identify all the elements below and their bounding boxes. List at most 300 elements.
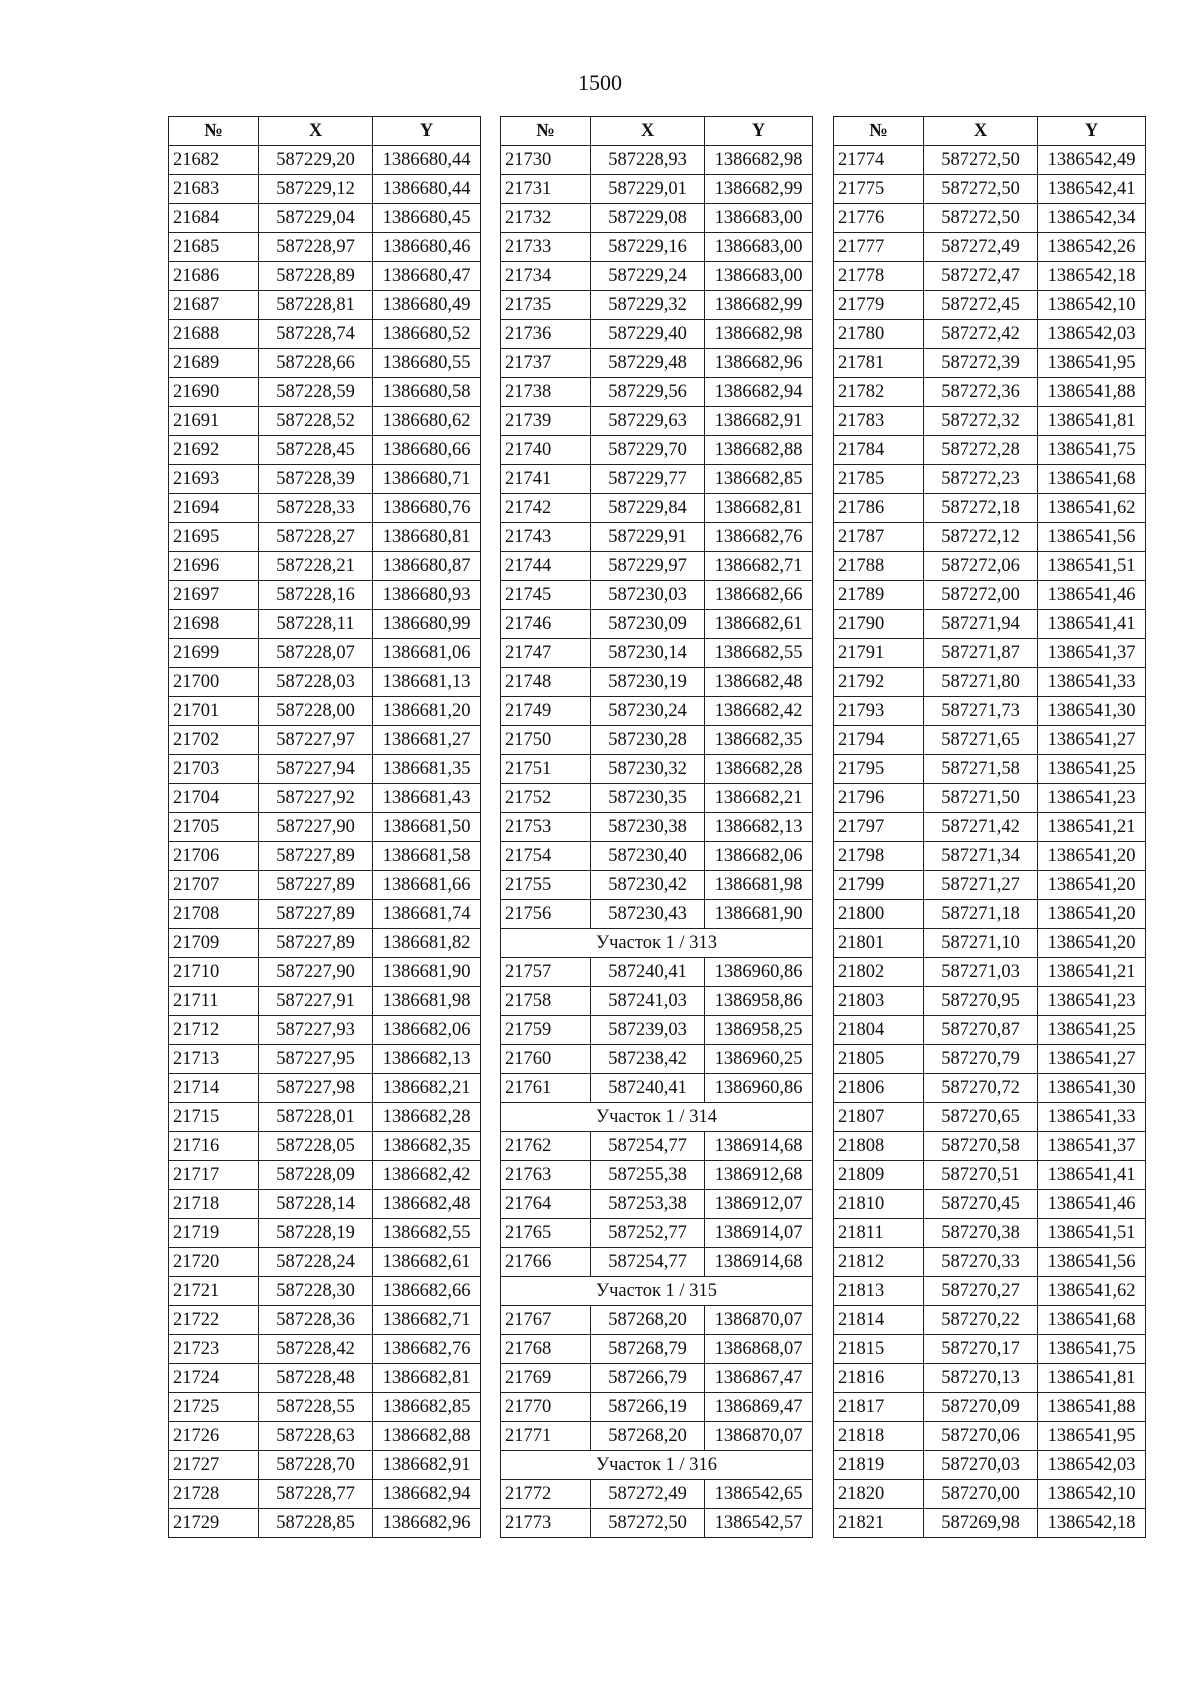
y-coordinate: 1386868,07 bbox=[705, 1335, 813, 1364]
x-coordinate: 587227,89 bbox=[259, 900, 373, 929]
y-coordinate: 1386541,88 bbox=[1038, 378, 1146, 407]
y-coordinate: 1386682,06 bbox=[705, 842, 813, 871]
x-coordinate: 587271,87 bbox=[924, 639, 1038, 668]
y-coordinate: 1386680,81 bbox=[373, 523, 481, 552]
x-coordinate: 587272,36 bbox=[924, 378, 1038, 407]
table-row bbox=[501, 494, 813, 523]
y-coordinate: 1386682,48 bbox=[705, 668, 813, 697]
y-coordinate: 1386541,62 bbox=[1038, 1277, 1146, 1306]
point-number: 21793 bbox=[834, 697, 924, 726]
table-row bbox=[501, 1306, 813, 1335]
point-number: 21719 bbox=[169, 1219, 259, 1248]
header-num: № bbox=[501, 117, 591, 146]
x-coordinate: 587230,42 bbox=[591, 871, 705, 900]
y-coordinate: 1386682,81 bbox=[705, 494, 813, 523]
point-number: 21764 bbox=[501, 1190, 591, 1219]
y-coordinate: 1386682,99 bbox=[705, 291, 813, 320]
point-number: 21769 bbox=[501, 1364, 591, 1393]
table-row bbox=[501, 842, 813, 871]
y-coordinate: 1386958,86 bbox=[705, 987, 813, 1016]
point-number: 21761 bbox=[501, 1074, 591, 1103]
section-title: Участок 1 / 313 bbox=[501, 929, 813, 958]
y-coordinate: 1386541,20 bbox=[1038, 871, 1146, 900]
x-coordinate: 587227,95 bbox=[259, 1045, 373, 1074]
table-row bbox=[834, 726, 1146, 755]
point-number: 21744 bbox=[501, 552, 591, 581]
x-coordinate: 587272,49 bbox=[924, 233, 1038, 262]
coordinates-table-1 bbox=[168, 116, 481, 1538]
x-coordinate: 587272,00 bbox=[924, 581, 1038, 610]
x-coordinate: 587227,92 bbox=[259, 784, 373, 813]
point-number: 21704 bbox=[169, 784, 259, 813]
point-number: 21715 bbox=[169, 1103, 259, 1132]
header-row bbox=[501, 117, 813, 146]
y-coordinate: 1386681,27 bbox=[373, 726, 481, 755]
y-coordinate: 1386682,35 bbox=[373, 1132, 481, 1161]
x-coordinate: 587268,79 bbox=[591, 1335, 705, 1364]
x-coordinate: 587272,32 bbox=[924, 407, 1038, 436]
y-coordinate: 1386680,44 bbox=[373, 146, 481, 175]
point-number: 21805 bbox=[834, 1045, 924, 1074]
table-row bbox=[169, 1422, 481, 1451]
point-number: 21776 bbox=[834, 204, 924, 233]
x-coordinate: 587268,20 bbox=[591, 1422, 705, 1451]
table-row bbox=[169, 958, 481, 987]
header-x: X bbox=[591, 117, 705, 146]
x-coordinate: 587238,42 bbox=[591, 1045, 705, 1074]
table-row bbox=[169, 1306, 481, 1335]
point-number: 21762 bbox=[501, 1132, 591, 1161]
table-row bbox=[501, 465, 813, 494]
y-coordinate: 1386681,98 bbox=[373, 987, 481, 1016]
x-coordinate: 587229,01 bbox=[591, 175, 705, 204]
x-coordinate: 587240,41 bbox=[591, 1074, 705, 1103]
y-coordinate: 1386542,41 bbox=[1038, 175, 1146, 204]
y-coordinate: 1386682,42 bbox=[373, 1161, 481, 1190]
point-number: 21683 bbox=[169, 175, 259, 204]
point-number: 21741 bbox=[501, 465, 591, 494]
table-row bbox=[834, 523, 1146, 552]
x-coordinate: 587240,41 bbox=[591, 958, 705, 987]
point-number: 21778 bbox=[834, 262, 924, 291]
x-coordinate: 587271,50 bbox=[924, 784, 1038, 813]
coordinates-table-3 bbox=[833, 116, 1146, 1538]
x-coordinate: 587270,27 bbox=[924, 1277, 1038, 1306]
x-coordinate: 587271,03 bbox=[924, 958, 1038, 987]
y-coordinate: 1386680,44 bbox=[373, 175, 481, 204]
point-number: 21689 bbox=[169, 349, 259, 378]
y-coordinate: 1386681,98 bbox=[705, 871, 813, 900]
table-row bbox=[834, 1190, 1146, 1219]
point-number: 21742 bbox=[501, 494, 591, 523]
point-number: 21726 bbox=[169, 1422, 259, 1451]
y-coordinate: 1386682,21 bbox=[373, 1074, 481, 1103]
x-coordinate: 587229,56 bbox=[591, 378, 705, 407]
table-row bbox=[501, 378, 813, 407]
table-row bbox=[169, 1248, 481, 1277]
x-coordinate: 587228,00 bbox=[259, 697, 373, 726]
point-number: 21779 bbox=[834, 291, 924, 320]
point-number: 21758 bbox=[501, 987, 591, 1016]
table-row bbox=[834, 871, 1146, 900]
y-coordinate: 1386541,25 bbox=[1038, 755, 1146, 784]
table-row bbox=[834, 929, 1146, 958]
point-number: 21771 bbox=[501, 1422, 591, 1451]
y-coordinate: 1386682,88 bbox=[373, 1422, 481, 1451]
table-row bbox=[169, 1161, 481, 1190]
x-coordinate: 587271,80 bbox=[924, 668, 1038, 697]
point-number: 21743 bbox=[501, 523, 591, 552]
table-row bbox=[834, 1480, 1146, 1509]
table-row bbox=[169, 1509, 481, 1538]
table-row bbox=[501, 1480, 813, 1509]
point-number: 21737 bbox=[501, 349, 591, 378]
table-row bbox=[169, 378, 481, 407]
table-row bbox=[169, 842, 481, 871]
table-row bbox=[834, 610, 1146, 639]
table-row bbox=[834, 1161, 1146, 1190]
point-number: 21703 bbox=[169, 755, 259, 784]
y-coordinate: 1386541,21 bbox=[1038, 958, 1146, 987]
x-coordinate: 587228,85 bbox=[259, 1509, 373, 1538]
point-number: 21687 bbox=[169, 291, 259, 320]
y-coordinate: 1386681,82 bbox=[373, 929, 481, 958]
section-title: Участок 1 / 314 bbox=[501, 1103, 813, 1132]
x-coordinate: 587229,32 bbox=[591, 291, 705, 320]
table-row bbox=[501, 581, 813, 610]
point-number: 21767 bbox=[501, 1306, 591, 1335]
x-coordinate: 587272,50 bbox=[924, 146, 1038, 175]
point-number: 21801 bbox=[834, 929, 924, 958]
y-coordinate: 1386682,85 bbox=[705, 465, 813, 494]
point-number: 21706 bbox=[169, 842, 259, 871]
table-row bbox=[834, 900, 1146, 929]
table-row bbox=[169, 929, 481, 958]
page-number: 1500 bbox=[578, 70, 622, 95]
x-coordinate: 587228,01 bbox=[259, 1103, 373, 1132]
table-row bbox=[169, 1219, 481, 1248]
point-number: 21709 bbox=[169, 929, 259, 958]
table-row bbox=[834, 1306, 1146, 1335]
point-number: 21813 bbox=[834, 1277, 924, 1306]
table-row bbox=[834, 784, 1146, 813]
point-number: 21800 bbox=[834, 900, 924, 929]
y-coordinate: 1386542,26 bbox=[1038, 233, 1146, 262]
point-number: 21682 bbox=[169, 146, 259, 175]
x-coordinate: 587272,42 bbox=[924, 320, 1038, 349]
y-coordinate: 1386541,68 bbox=[1038, 1306, 1146, 1335]
x-coordinate: 587229,70 bbox=[591, 436, 705, 465]
x-coordinate: 587228,59 bbox=[259, 378, 373, 407]
y-coordinate: 1386682,98 bbox=[705, 320, 813, 349]
y-coordinate: 1386680,52 bbox=[373, 320, 481, 349]
x-coordinate: 587268,20 bbox=[591, 1306, 705, 1335]
table-row bbox=[501, 1190, 813, 1219]
y-coordinate: 1386681,06 bbox=[373, 639, 481, 668]
point-number: 21728 bbox=[169, 1480, 259, 1509]
point-number: 21730 bbox=[501, 146, 591, 175]
point-number: 21690 bbox=[169, 378, 259, 407]
x-coordinate: 587230,35 bbox=[591, 784, 705, 813]
y-coordinate: 1386682,21 bbox=[705, 784, 813, 813]
y-coordinate: 1386541,30 bbox=[1038, 1074, 1146, 1103]
table-row bbox=[169, 320, 481, 349]
y-coordinate: 1386541,25 bbox=[1038, 1016, 1146, 1045]
point-number: 21792 bbox=[834, 668, 924, 697]
y-coordinate: 1386682,71 bbox=[373, 1306, 481, 1335]
point-number: 21713 bbox=[169, 1045, 259, 1074]
point-number: 21819 bbox=[834, 1451, 924, 1480]
y-coordinate: 1386680,71 bbox=[373, 465, 481, 494]
table-row bbox=[169, 552, 481, 581]
table-row bbox=[501, 436, 813, 465]
table-row bbox=[501, 349, 813, 378]
point-number: 21788 bbox=[834, 552, 924, 581]
y-coordinate: 1386867,47 bbox=[705, 1364, 813, 1393]
table-row bbox=[834, 813, 1146, 842]
point-number: 21694 bbox=[169, 494, 259, 523]
x-coordinate: 587227,98 bbox=[259, 1074, 373, 1103]
y-coordinate: 1386682,91 bbox=[705, 407, 813, 436]
point-number: 21712 bbox=[169, 1016, 259, 1045]
x-coordinate: 587270,45 bbox=[924, 1190, 1038, 1219]
y-coordinate: 1386912,07 bbox=[705, 1190, 813, 1219]
y-coordinate: 1386680,62 bbox=[373, 407, 481, 436]
point-number: 21816 bbox=[834, 1364, 924, 1393]
y-coordinate: 1386683,00 bbox=[705, 262, 813, 291]
table-row bbox=[501, 291, 813, 320]
x-coordinate: 587228,05 bbox=[259, 1132, 373, 1161]
x-coordinate: 587230,24 bbox=[591, 697, 705, 726]
x-coordinate: 587228,45 bbox=[259, 436, 373, 465]
x-coordinate: 587254,77 bbox=[591, 1132, 705, 1161]
header-row bbox=[169, 117, 481, 146]
point-number: 21718 bbox=[169, 1190, 259, 1219]
y-coordinate: 1386680,66 bbox=[373, 436, 481, 465]
table-row bbox=[169, 291, 481, 320]
table-row bbox=[501, 668, 813, 697]
y-coordinate: 1386542,49 bbox=[1038, 146, 1146, 175]
point-number: 21770 bbox=[501, 1393, 591, 1422]
x-coordinate: 587228,52 bbox=[259, 407, 373, 436]
point-number: 21717 bbox=[169, 1161, 259, 1190]
table-row bbox=[834, 146, 1146, 175]
x-coordinate: 587229,63 bbox=[591, 407, 705, 436]
point-number: 21693 bbox=[169, 465, 259, 494]
y-coordinate: 1386681,43 bbox=[373, 784, 481, 813]
point-number: 21766 bbox=[501, 1248, 591, 1277]
table-row bbox=[834, 1016, 1146, 1045]
point-number: 21746 bbox=[501, 610, 591, 639]
x-coordinate: 587228,07 bbox=[259, 639, 373, 668]
point-number: 21721 bbox=[169, 1277, 259, 1306]
y-coordinate: 1386682,81 bbox=[373, 1364, 481, 1393]
x-coordinate: 587228,14 bbox=[259, 1190, 373, 1219]
table-row bbox=[169, 175, 481, 204]
y-coordinate: 1386541,95 bbox=[1038, 1422, 1146, 1451]
table-row bbox=[169, 523, 481, 552]
y-coordinate: 1386681,66 bbox=[373, 871, 481, 900]
table-row bbox=[834, 1509, 1146, 1538]
point-number: 21821 bbox=[834, 1509, 924, 1538]
point-number: 21789 bbox=[834, 581, 924, 610]
y-coordinate: 1386681,20 bbox=[373, 697, 481, 726]
point-number: 21753 bbox=[501, 813, 591, 842]
y-coordinate: 1386542,57 bbox=[705, 1509, 813, 1538]
point-number: 21795 bbox=[834, 755, 924, 784]
x-coordinate: 587228,74 bbox=[259, 320, 373, 349]
x-coordinate: 587270,00 bbox=[924, 1480, 1038, 1509]
point-number: 21735 bbox=[501, 291, 591, 320]
section-title: Участок 1 / 315 bbox=[501, 1277, 813, 1306]
point-number: 21740 bbox=[501, 436, 591, 465]
point-number: 21765 bbox=[501, 1219, 591, 1248]
point-number: 21783 bbox=[834, 407, 924, 436]
point-number: 21811 bbox=[834, 1219, 924, 1248]
point-number: 21804 bbox=[834, 1016, 924, 1045]
point-number: 21763 bbox=[501, 1161, 591, 1190]
table-row bbox=[169, 1103, 481, 1132]
table-row bbox=[501, 1364, 813, 1393]
table-row bbox=[501, 639, 813, 668]
y-coordinate: 1386682,35 bbox=[705, 726, 813, 755]
y-coordinate: 1386914,68 bbox=[705, 1248, 813, 1277]
y-coordinate: 1386541,95 bbox=[1038, 349, 1146, 378]
point-number: 21723 bbox=[169, 1335, 259, 1364]
x-coordinate: 587272,50 bbox=[591, 1509, 705, 1538]
y-coordinate: 1386682,94 bbox=[373, 1480, 481, 1509]
table-row bbox=[169, 1393, 481, 1422]
x-coordinate: 587271,27 bbox=[924, 871, 1038, 900]
y-coordinate: 1386680,46 bbox=[373, 233, 481, 262]
x-coordinate: 587228,97 bbox=[259, 233, 373, 262]
x-coordinate: 587230,38 bbox=[591, 813, 705, 842]
x-coordinate: 587272,18 bbox=[924, 494, 1038, 523]
x-coordinate: 587229,04 bbox=[259, 204, 373, 233]
x-coordinate: 587229,16 bbox=[591, 233, 705, 262]
x-coordinate: 587272,12 bbox=[924, 523, 1038, 552]
point-number: 21820 bbox=[834, 1480, 924, 1509]
x-coordinate: 587271,10 bbox=[924, 929, 1038, 958]
x-coordinate: 587271,65 bbox=[924, 726, 1038, 755]
table-row bbox=[501, 1422, 813, 1451]
y-coordinate: 1386682,91 bbox=[373, 1451, 481, 1480]
x-coordinate: 587228,21 bbox=[259, 552, 373, 581]
point-number: 21739 bbox=[501, 407, 591, 436]
x-coordinate: 587270,72 bbox=[924, 1074, 1038, 1103]
y-coordinate: 1386914,68 bbox=[705, 1132, 813, 1161]
point-number: 21732 bbox=[501, 204, 591, 233]
y-coordinate: 1386542,10 bbox=[1038, 291, 1146, 320]
y-coordinate: 1386682,55 bbox=[373, 1219, 481, 1248]
table-row bbox=[169, 987, 481, 1016]
header-x: X bbox=[924, 117, 1038, 146]
point-number: 21727 bbox=[169, 1451, 259, 1480]
x-coordinate: 587228,24 bbox=[259, 1248, 373, 1277]
point-number: 21780 bbox=[834, 320, 924, 349]
y-coordinate: 1386541,56 bbox=[1038, 523, 1146, 552]
point-number: 21699 bbox=[169, 639, 259, 668]
x-coordinate: 587228,93 bbox=[591, 146, 705, 175]
x-coordinate: 587270,38 bbox=[924, 1219, 1038, 1248]
point-number: 21799 bbox=[834, 871, 924, 900]
x-coordinate: 587255,38 bbox=[591, 1161, 705, 1190]
point-number: 21708 bbox=[169, 900, 259, 929]
y-coordinate: 1386681,13 bbox=[373, 668, 481, 697]
table-row bbox=[834, 1277, 1146, 1306]
x-coordinate: 587270,03 bbox=[924, 1451, 1038, 1480]
point-number: 21684 bbox=[169, 204, 259, 233]
point-number: 21711 bbox=[169, 987, 259, 1016]
point-number: 21716 bbox=[169, 1132, 259, 1161]
point-number: 21745 bbox=[501, 581, 591, 610]
y-coordinate: 1386680,45 bbox=[373, 204, 481, 233]
table-row bbox=[501, 1335, 813, 1364]
y-coordinate: 1386542,10 bbox=[1038, 1480, 1146, 1509]
x-coordinate: 587228,03 bbox=[259, 668, 373, 697]
table-row bbox=[834, 349, 1146, 378]
y-coordinate: 1386682,85 bbox=[373, 1393, 481, 1422]
x-coordinate: 587270,09 bbox=[924, 1393, 1038, 1422]
x-coordinate: 587227,97 bbox=[259, 726, 373, 755]
x-coordinate: 587270,13 bbox=[924, 1364, 1038, 1393]
x-coordinate: 587229,08 bbox=[591, 204, 705, 233]
table-row bbox=[169, 233, 481, 262]
table-row bbox=[834, 581, 1146, 610]
table-row bbox=[169, 494, 481, 523]
x-coordinate: 587227,90 bbox=[259, 958, 373, 987]
x-coordinate: 587227,89 bbox=[259, 842, 373, 871]
x-coordinate: 587230,40 bbox=[591, 842, 705, 871]
y-coordinate: 1386541,33 bbox=[1038, 668, 1146, 697]
x-coordinate: 587229,24 bbox=[591, 262, 705, 291]
y-coordinate: 1386541,30 bbox=[1038, 697, 1146, 726]
y-coordinate: 1386682,13 bbox=[373, 1045, 481, 1074]
y-coordinate: 1386681,58 bbox=[373, 842, 481, 871]
x-coordinate: 587229,77 bbox=[591, 465, 705, 494]
x-coordinate: 587272,23 bbox=[924, 465, 1038, 494]
point-number: 21749 bbox=[501, 697, 591, 726]
x-coordinate: 587254,77 bbox=[591, 1248, 705, 1277]
point-number: 21775 bbox=[834, 175, 924, 204]
table-row bbox=[169, 610, 481, 639]
x-coordinate: 587228,89 bbox=[259, 262, 373, 291]
point-number: 21731 bbox=[501, 175, 591, 204]
point-number: 21720 bbox=[169, 1248, 259, 1277]
x-coordinate: 587239,03 bbox=[591, 1016, 705, 1045]
table-row bbox=[501, 175, 813, 204]
x-coordinate: 587272,50 bbox=[924, 175, 1038, 204]
y-coordinate: 1386682,48 bbox=[373, 1190, 481, 1219]
point-number: 21697 bbox=[169, 581, 259, 610]
table-row bbox=[501, 204, 813, 233]
y-coordinate: 1386541,51 bbox=[1038, 552, 1146, 581]
table-row bbox=[169, 1132, 481, 1161]
table-row bbox=[169, 204, 481, 233]
table-row bbox=[169, 1045, 481, 1074]
table-row bbox=[169, 697, 481, 726]
table-row bbox=[501, 1509, 813, 1538]
y-coordinate: 1386541,37 bbox=[1038, 639, 1146, 668]
table-row bbox=[834, 1248, 1146, 1277]
x-coordinate: 587269,98 bbox=[924, 1509, 1038, 1538]
point-number: 21701 bbox=[169, 697, 259, 726]
y-coordinate: 1386682,66 bbox=[705, 581, 813, 610]
y-coordinate: 1386682,76 bbox=[373, 1335, 481, 1364]
point-number: 21733 bbox=[501, 233, 591, 262]
y-coordinate: 1386682,88 bbox=[705, 436, 813, 465]
x-coordinate: 587270,17 bbox=[924, 1335, 1038, 1364]
